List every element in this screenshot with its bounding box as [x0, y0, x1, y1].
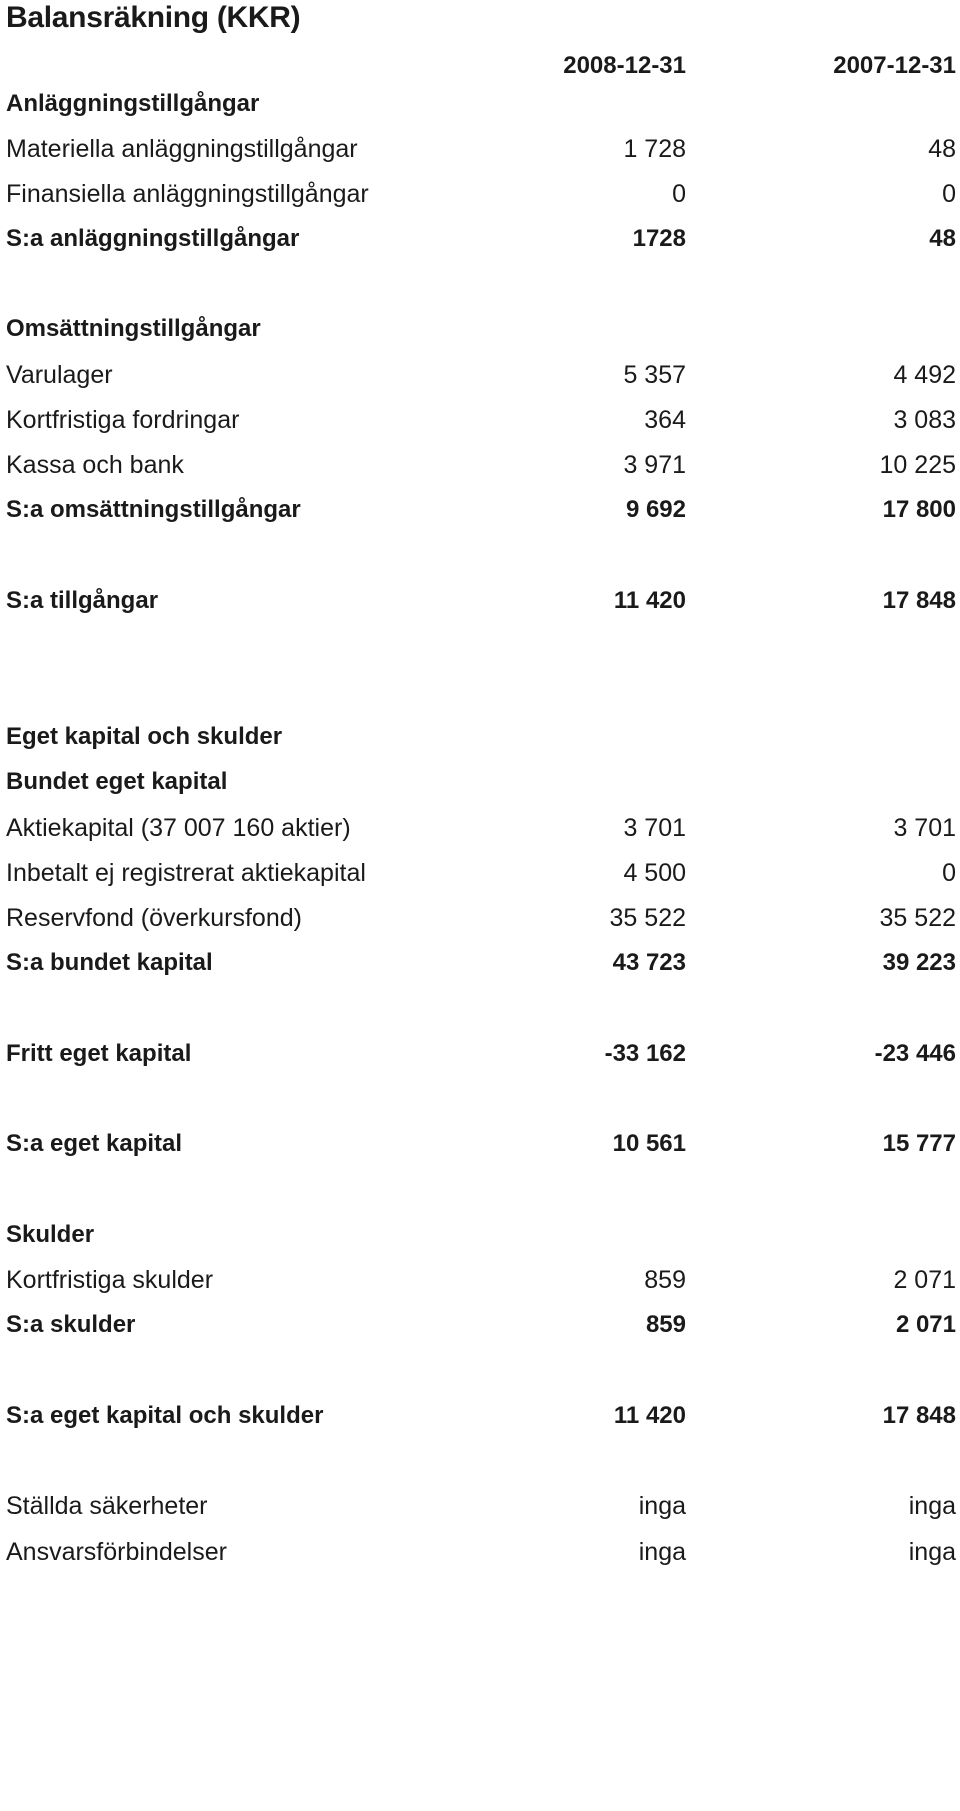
- value-2007: 10 225: [879, 451, 956, 479]
- row-label: Fritt eget kapital: [6, 1040, 192, 1067]
- value-2008: 1 728: [623, 135, 686, 163]
- value-2008: 10 561: [612, 1130, 686, 1157]
- row-label: Anläggningstillgångar: [6, 90, 260, 117]
- row-label: S:a eget kapital: [6, 1130, 183, 1157]
- table-row: [0, 1034, 960, 1074]
- value-2008: 1728: [632, 225, 686, 252]
- value-2007: 2 071: [893, 1266, 956, 1294]
- value-2007: 17 848: [882, 587, 956, 614]
- value-2007: 48: [929, 225, 956, 252]
- table-row: [0, 174, 960, 214]
- value-2007: inga: [908, 1492, 956, 1520]
- row-label: Reservfond (överkursfond): [6, 904, 302, 932]
- table-row: [0, 219, 960, 259]
- value-2008: 859: [644, 1266, 686, 1294]
- row-label: Eget kapital och skulder: [6, 723, 283, 750]
- value-2008: 35 522: [609, 904, 686, 932]
- table-row: [0, 355, 960, 395]
- value-2008: 364: [644, 406, 686, 434]
- row-label: Kassa och bank: [6, 451, 184, 479]
- table-row: [0, 853, 960, 893]
- value-2007: 3 701: [893, 814, 956, 842]
- table-row: [0, 1124, 960, 1164]
- table-row: [0, 898, 960, 938]
- table-row: [0, 1486, 960, 1526]
- table-row: [0, 1532, 960, 1572]
- row-label: Aktiekapital (37 007 160 aktier): [6, 814, 351, 842]
- row-label: Bundet eget kapital: [6, 768, 228, 795]
- row-label: S:a omsättningstillgångar: [6, 496, 301, 523]
- value-2007: 0: [942, 859, 956, 887]
- table-row: [0, 309, 960, 349]
- value-2007: 2 071: [895, 1311, 956, 1338]
- row-label: Materiella anläggningstillgångar: [6, 135, 358, 163]
- table-row: [0, 84, 960, 124]
- table-row: [0, 1305, 960, 1345]
- row-label: Varulager: [6, 361, 113, 389]
- table-row: [0, 490, 960, 530]
- value-2007: 48: [928, 135, 956, 163]
- value-2007: 0: [942, 180, 956, 208]
- row-label: S:a eget kapital och skulder: [6, 1402, 324, 1429]
- table-row: [0, 445, 960, 485]
- value-2008: -33 162: [604, 1040, 686, 1067]
- row-label: Omsättningstillgångar: [6, 315, 261, 342]
- value-2008: 11 420: [613, 587, 686, 614]
- table-row: [0, 1396, 960, 1436]
- value-2007: 4 492: [893, 361, 956, 389]
- table-row: [0, 1215, 960, 1255]
- row-label: S:a tillgångar: [6, 587, 159, 614]
- value-2008: 11 420: [613, 1402, 686, 1429]
- table-row: [0, 400, 960, 440]
- value-2007: inga: [908, 1538, 956, 1566]
- value-2008: inga: [638, 1538, 686, 1566]
- table-row: [0, 717, 960, 757]
- value-2008: 0: [672, 180, 686, 208]
- table-row: [0, 1260, 960, 1300]
- table-row: [0, 808, 960, 848]
- row-label: Kortfristiga skulder: [6, 1266, 214, 1294]
- row-label: S:a anläggningstillgångar: [6, 225, 300, 252]
- column-header-2007: 2007-12-31: [833, 52, 956, 79]
- value-2008: 43 723: [612, 949, 686, 976]
- value-2007: 39 223: [882, 949, 956, 976]
- row-label: Ansvarsförbindelser: [6, 1538, 227, 1566]
- value-2007: 3 083: [893, 406, 956, 434]
- row-label: S:a bundet kapital: [6, 949, 213, 976]
- row-label: Kortfristiga fordringar: [6, 406, 240, 434]
- table-row: [0, 943, 960, 983]
- value-2008: 859: [645, 1311, 686, 1338]
- value-2008: 3 971: [623, 451, 686, 479]
- value-2007: -23 446: [874, 1040, 956, 1067]
- value-2008: 5 357: [623, 361, 686, 389]
- value-2008: 3 701: [623, 814, 686, 842]
- value-2008: 4 500: [623, 859, 686, 887]
- column-header-2008: 2008-12-31: [563, 52, 686, 79]
- value-2008: 9 692: [625, 496, 686, 523]
- value-2008: inga: [638, 1492, 686, 1520]
- table-row: [0, 762, 960, 802]
- value-2007: 17 800: [882, 496, 956, 523]
- row-label: Inbetalt ej registrerat aktiekapital: [6, 859, 366, 887]
- value-2007: 15 777: [882, 1130, 956, 1157]
- value-2007: 17 848: [882, 1402, 956, 1429]
- document-title: Balansräkning (KKR): [6, 1, 301, 34]
- row-label: Finansiella anläggningstillgångar: [6, 180, 369, 208]
- table-row: [0, 581, 960, 621]
- row-label: S:a skulder: [6, 1311, 136, 1338]
- value-2007: 35 522: [879, 904, 956, 932]
- row-label: Ställda säkerheter: [6, 1492, 208, 1520]
- row-label: Skulder: [6, 1221, 95, 1248]
- table-row: [0, 129, 960, 169]
